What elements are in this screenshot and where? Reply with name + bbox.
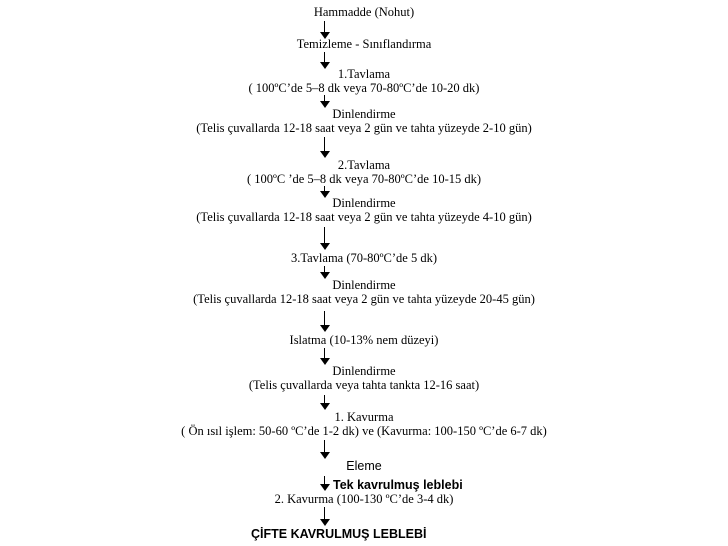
step-resting-1 xyxy=(0,107,728,135)
step-title: 2.Tavlama xyxy=(337,158,391,172)
step-resting-2 xyxy=(0,196,728,224)
step-detail: (Telis çuvallarda 12-18 saat veya 2 gün ve tahta yüzeyde 2-10 gün) xyxy=(196,121,532,135)
step-title: Dinlendirme xyxy=(332,278,396,292)
step-tempering-3 xyxy=(0,251,728,265)
step-roasting-1 xyxy=(0,410,728,438)
flow-arrow xyxy=(320,440,330,460)
step-detail: (Telis çuvallarda 12-18 saat veya 2 gün ve tahta yüzeyde 20-45 gün) xyxy=(193,292,535,306)
final-product-label: ÇİFTE KAVRULMUŞ LEBLEBİ xyxy=(251,527,427,541)
flow-arrow xyxy=(320,311,330,333)
step-title: 1. Kavurma xyxy=(334,410,394,424)
step-resting-3 xyxy=(0,278,728,306)
step-title: Eleme xyxy=(346,459,382,473)
step-detail: ( 100ºC’de 5–8 dk veya 70-80ºC’de 10-20 dk) xyxy=(248,81,480,95)
step-tempering-2 xyxy=(0,158,728,186)
step-title: Hammadde (Nohut) xyxy=(313,5,415,19)
step-soaking xyxy=(0,333,728,347)
step-title: Temizleme - Sınıflandırma xyxy=(296,37,432,51)
step-cleaning xyxy=(0,37,728,51)
step-title: 1.Tavlama xyxy=(337,67,391,81)
step-title: Islatma (10-13% nem düzeyi) xyxy=(289,333,439,347)
flow-arrow xyxy=(320,395,330,411)
step-tempering-1 xyxy=(0,67,728,95)
step-resting-4 xyxy=(0,364,728,392)
step-detail: ( 100ºC ’de 5–8 dk veya 70-80ºC’de 10-15 dk) xyxy=(246,172,482,186)
step-title: 2. Kavurma (100-130 ºC’de 3-4 dk) xyxy=(274,492,454,506)
flow-arrow xyxy=(320,227,330,251)
step-roasting-2 xyxy=(0,492,728,506)
step-detail: (Telis çuvallarda veya tahta tankta 12-16 saat) xyxy=(248,378,480,392)
flow-arrow xyxy=(320,507,330,527)
step-detail: (Telis çuvallarda 12-18 saat veya 2 gün ve tahta yüzeyde 4-10 gün) xyxy=(196,210,532,224)
step-title: Dinlendirme xyxy=(332,196,396,210)
flow-arrow xyxy=(320,137,330,159)
step-title: Dinlendirme xyxy=(332,107,396,121)
step-raw-material xyxy=(0,5,728,19)
single-roasted-label: Tek kavrulmuş leblebi xyxy=(333,478,463,492)
step-title: 3.Tavlama (70-80ºC’de 5 dk) xyxy=(290,251,437,265)
step-detail: ( Ön ısıl işlem: 50-60 ºC’de 1-2 dk) ve (Kavurma: 100-150 ºC’de 6-7 dk) xyxy=(181,424,547,438)
flow-arrow xyxy=(320,476,330,492)
step-sieving xyxy=(0,459,728,473)
step-title: Dinlendirme xyxy=(332,364,396,378)
